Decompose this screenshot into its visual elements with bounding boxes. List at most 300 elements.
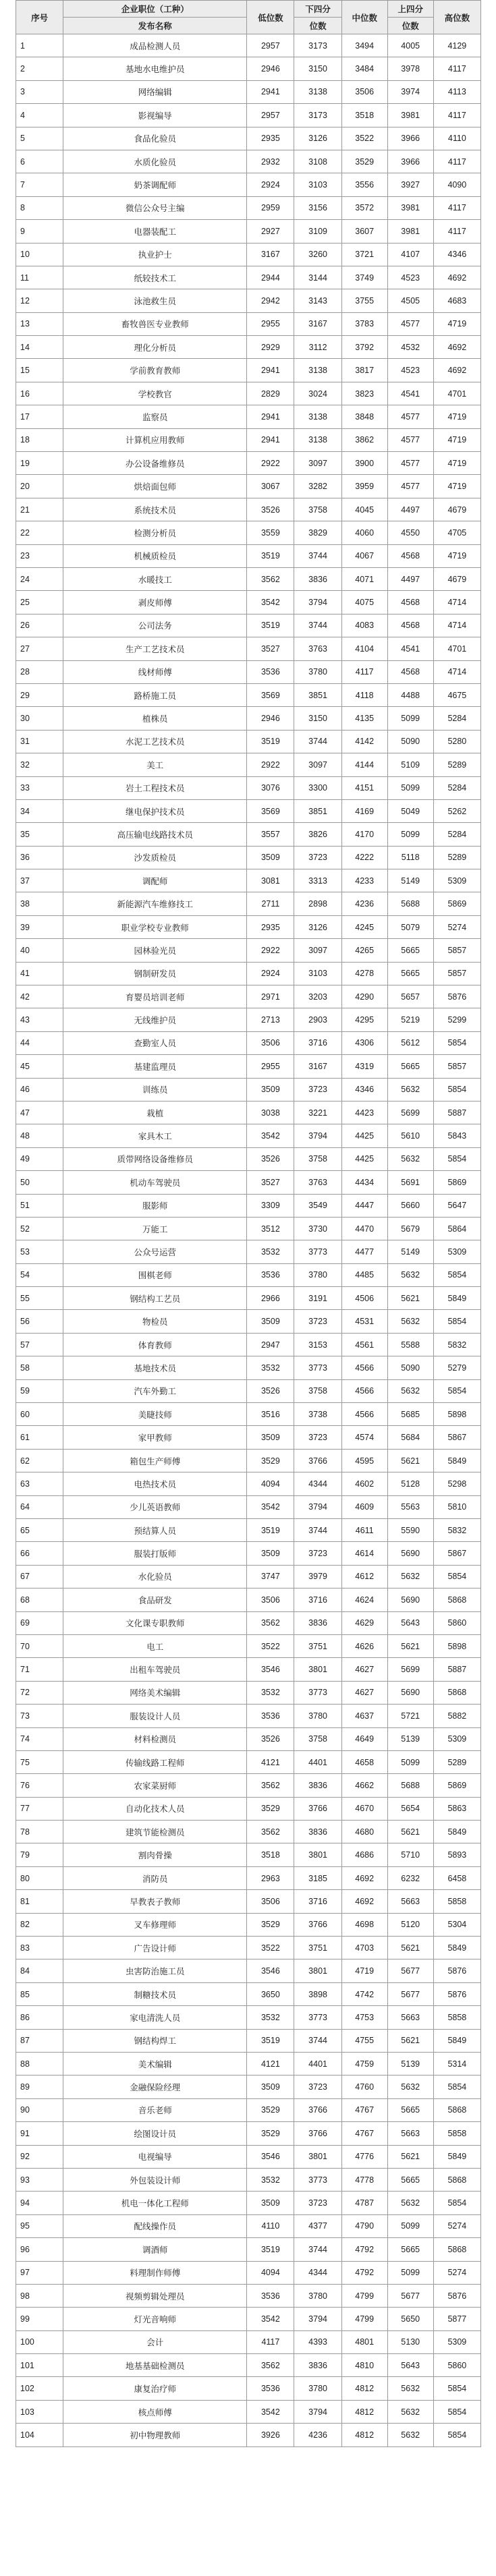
job-title: 消防员 [63,1866,247,1889]
row-index: 20 [16,475,63,498]
p75-value: 5099 [387,823,433,846]
low-value: 3650 [247,1982,294,2005]
job-title: 农家菜厨师 [63,1774,247,1797]
row-index: 61 [16,1426,63,1449]
table-row [16,869,481,892]
row-index: 58 [16,1356,63,1379]
row-index: 91 [16,2122,63,2145]
job-title: 网络美术编辑 [63,1681,247,1704]
high-value: 5887 [433,1101,480,1124]
p75-value: 4107 [387,243,433,266]
p25-value: 3126 [294,127,341,150]
p75-value: 5149 [387,869,433,892]
low-value: 3518 [247,1843,294,1866]
table-row [16,1588,481,1611]
p75-value: 4568 [387,591,433,614]
job-title: 沙发质检员 [63,846,247,869]
job-title: 生产工艺技术员 [63,637,247,660]
p25-value: 3126 [294,915,341,938]
p25-value: 3773 [294,1356,341,1379]
high-value: 4719 [433,452,480,475]
high-value: 5863 [433,1797,480,1820]
high-value: 4705 [433,521,480,544]
job-title: 食品化验员 [63,127,247,150]
median-value: 4742 [341,1982,387,2005]
job-title: 质带网络设备维修员 [63,1147,247,1170]
row-index: 2 [16,57,63,80]
job-title: 家甲教师 [63,1426,247,1449]
p25-value: 3153 [294,1333,341,1356]
p25-value: 3898 [294,1982,341,2005]
median-value: 4662 [341,1774,387,1797]
row-index: 25 [16,591,63,614]
job-title: 外包装设计师 [63,2168,247,2191]
p75-value: 4523 [387,359,433,382]
p25-value: 3773 [294,2006,341,2029]
p25-value: 3723 [294,1426,341,1449]
p75-value: 5677 [387,1982,433,2005]
table-row [16,1937,481,1959]
table-row [16,2122,481,2145]
median-value: 4703 [341,1937,387,1959]
p25-value: 2903 [294,1008,341,1031]
table-row [16,1843,481,1866]
median-value: 3755 [341,289,387,312]
high-value: 5864 [433,1217,480,1240]
p75-value: 5665 [387,2238,433,2261]
median-value: 3900 [341,452,387,475]
high-value: 4692 [433,359,480,382]
table-row [16,2400,481,2423]
p25-value: 3723 [294,2076,341,2098]
median-value: 4574 [341,1426,387,1449]
low-value: 3516 [247,1403,294,1426]
table-row [16,1495,481,1518]
table-row [16,1565,481,1588]
table-row [16,220,481,243]
high-value: 5869 [433,1171,480,1194]
median-value: 4810 [341,2354,387,2377]
low-value: 3557 [247,823,294,846]
p25-value: 3766 [294,2122,341,2145]
high-value: 5274 [433,915,480,938]
p75-value: 4550 [387,521,433,544]
row-index: 19 [16,452,63,475]
header-low: 低位数 [247,1,294,34]
table-row [16,1681,481,1704]
row-index: 94 [16,2192,63,2214]
p75-value: 5677 [387,1959,433,1982]
table-row [16,382,481,405]
table-row [16,799,481,822]
job-title: 学前教育教师 [63,359,247,382]
table-row [16,428,481,451]
high-value: 5868 [433,1588,480,1611]
high-value: 5280 [433,730,480,753]
job-title: 烘焙面包师 [63,475,247,498]
low-value: 2946 [247,707,294,730]
job-title: 剥皮师傅 [63,591,247,614]
high-value: 5854 [433,1147,480,1170]
low-value: 3536 [247,1263,294,1286]
row-index: 79 [16,1843,63,1866]
p75-value: 5690 [387,1542,433,1565]
table-row [16,80,481,103]
median-value: 4071 [341,567,387,590]
job-title: 汽车外勤工 [63,1379,247,1402]
low-value: 3527 [247,637,294,660]
row-index: 62 [16,1449,63,1472]
low-value: 2922 [247,753,294,776]
job-title: 水化验员 [63,1565,247,1588]
p25-value: 3780 [294,1705,341,1727]
table-row [16,2377,481,2400]
low-value: 4117 [247,2330,294,2353]
high-value: 4719 [433,428,480,451]
p75-value: 6232 [387,1866,433,1889]
p75-value: 5632 [387,1147,433,1170]
job-title: 纸较技术工 [63,266,247,289]
row-index: 73 [16,1705,63,1727]
low-value: 2922 [247,939,294,962]
low-value: 3546 [247,1658,294,1681]
median-value: 3848 [341,405,387,428]
low-value: 3532 [247,2168,294,2191]
p25-value: 3773 [294,1240,341,1263]
p75-value: 3927 [387,173,433,196]
high-value: 5843 [433,1124,480,1147]
p75-value: 5710 [387,1843,433,1866]
median-value: 4698 [341,1913,387,1936]
row-index: 48 [16,1124,63,1147]
p75-value: 5149 [387,1240,433,1263]
p25-value: 3836 [294,567,341,590]
high-value: 5854 [433,1078,480,1101]
p75-value: 5665 [387,2098,433,2121]
table-row [16,1705,481,1727]
table-row [16,1356,481,1379]
high-value: 4692 [433,266,480,289]
high-value: 5849 [433,1449,480,1472]
p75-value: 5699 [387,1658,433,1681]
row-index: 68 [16,1588,63,1611]
high-value: 5810 [433,1495,480,1518]
high-value: 4117 [433,220,480,243]
median-value: 4506 [341,1287,387,1310]
high-value: 5869 [433,892,480,915]
p75-value: 4497 [387,567,433,590]
low-value: 3536 [247,2284,294,2307]
row-index: 38 [16,892,63,915]
p25-value: 3766 [294,1797,341,1820]
job-title: 视频剪辑处理员 [63,2284,247,2307]
table-row [16,730,481,753]
p75-value: 4577 [387,475,433,498]
low-value: 3542 [247,2308,294,2330]
table-row [16,1913,481,1936]
table-row [16,1750,481,1773]
median-value: 4767 [341,2098,387,2121]
job-title: 自动化技术人员 [63,1797,247,1820]
high-value: 5876 [433,2284,480,2307]
job-title: 电工 [63,1634,247,1657]
p75-value: 4568 [387,544,433,567]
table-row [16,1658,481,1681]
job-title: 基地水电维护员 [63,57,247,80]
median-value: 4346 [341,1078,387,1101]
p25-value: 3024 [294,382,341,405]
p25-value: 3221 [294,1101,341,1124]
high-value: 5857 [433,962,480,985]
p25-value: 3836 [294,2354,341,2377]
table-row [16,452,481,475]
row-index: 33 [16,776,63,799]
high-value: 5298 [433,1472,480,1495]
high-value: 4117 [433,150,480,173]
row-index: 41 [16,962,63,985]
p25-value: 3300 [294,776,341,799]
job-title: 机械质检员 [63,544,247,567]
table-row [16,846,481,869]
job-title: 核点师傅 [63,2400,247,2423]
table-row [16,1542,481,1565]
job-title: 公司法务 [63,614,247,637]
median-value: 4609 [341,1495,387,1518]
row-index: 64 [16,1495,63,1518]
p75-value: 5690 [387,1681,433,1704]
p25-value: 3144 [294,266,341,289]
median-value: 3529 [341,150,387,173]
job-title: 检测分析员 [63,521,247,544]
median-value: 3556 [341,173,387,196]
median-value: 4485 [341,1263,387,1286]
high-value: 5832 [433,1333,480,1356]
header-p75-line1: 上四分 [387,1,433,18]
job-title: 机动车驾驶员 [63,1171,247,1194]
median-value: 4792 [341,2261,387,2284]
p75-value: 5721 [387,1705,433,1727]
row-index: 90 [16,2098,63,2121]
high-value: 4117 [433,104,480,127]
median-value: 4602 [341,1472,387,1495]
median-value: 4692 [341,1866,387,1889]
header-job-line2: 发布名称 [63,18,247,34]
p25-value: 3173 [294,104,341,127]
table-row [16,1727,481,1750]
median-value: 4434 [341,1171,387,1194]
p25-value: 3150 [294,57,341,80]
low-value: 2963 [247,1866,294,1889]
low-value: 3509 [247,1426,294,1449]
p75-value: 5621 [387,1937,433,1959]
low-value: 4094 [247,2261,294,2284]
high-value: 6458 [433,1866,480,1889]
job-title: 水泥工艺技术员 [63,730,247,753]
median-value: 4169 [341,799,387,822]
high-value: 4714 [433,614,480,637]
median-value: 4799 [341,2284,387,2307]
row-index: 54 [16,1263,63,1286]
p75-value: 5657 [387,985,433,1008]
row-index: 13 [16,312,63,335]
median-value: 4680 [341,1821,387,1843]
p25-value: 3103 [294,962,341,985]
job-title: 训练员 [63,1078,247,1101]
low-value: 2955 [247,312,294,335]
low-value: 3529 [247,1797,294,1820]
low-value: 4094 [247,1472,294,1495]
p25-value: 3794 [294,1124,341,1147]
p25-value: 3773 [294,2168,341,2191]
p25-value: 3851 [294,683,341,706]
p75-value: 4577 [387,405,433,428]
table-row [16,614,481,637]
job-title: 电热技术员 [63,1472,247,1495]
row-index: 18 [16,428,63,451]
table-row [16,892,481,915]
low-value: 2924 [247,173,294,196]
table-row [16,1797,481,1820]
median-value: 4447 [341,1194,387,1217]
low-value: 2941 [247,428,294,451]
job-title: 材料检测员 [63,1727,247,1750]
job-title: 水质化验员 [63,150,247,173]
median-value: 4278 [341,962,387,985]
median-value: 4778 [341,2168,387,2191]
table-row [16,567,481,590]
high-value: 4683 [433,289,480,312]
job-title: 割肉骨操 [63,1843,247,1866]
p75-value: 5118 [387,846,433,869]
p75-value: 4577 [387,312,433,335]
low-value: 3532 [247,1240,294,1263]
p25-value: 3766 [294,2098,341,2121]
median-value: 4233 [341,869,387,892]
median-value: 4753 [341,2006,387,2029]
high-value: 5309 [433,1727,480,1750]
row-index: 100 [16,2330,63,2353]
row-index: 92 [16,2145,63,2168]
table-row [16,266,481,289]
high-value: 4692 [433,336,480,359]
p75-value: 4577 [387,452,433,475]
table-row [16,150,481,173]
p25-value: 3758 [294,1727,341,1750]
low-value: 2966 [247,1287,294,1310]
p25-value: 3138 [294,428,341,451]
p25-value: 3794 [294,2308,341,2330]
p75-value: 5139 [387,1727,433,1750]
p25-value: 3794 [294,1495,341,1518]
job-title: 执业护士 [63,243,247,266]
p25-value: 3716 [294,1588,341,1611]
job-title: 育婴员培训老师 [63,985,247,1008]
median-value: 4612 [341,1565,387,1588]
job-title: 继电保护技术员 [63,799,247,822]
table-body [16,34,481,2447]
header-index: 序号 [16,1,63,34]
p75-value: 5632 [387,1379,433,1402]
row-index: 72 [16,1681,63,1704]
job-title: 钢结构工艺员 [63,1287,247,1310]
row-index: 65 [16,1519,63,1542]
median-value: 4531 [341,1310,387,1333]
job-title: 系统技术员 [63,498,247,521]
p25-value: 3979 [294,1565,341,1588]
median-value: 4595 [341,1449,387,1472]
p75-value: 4505 [387,289,433,312]
p75-value: 5632 [387,2424,433,2446]
low-value: 2957 [247,104,294,127]
p75-value: 5684 [387,1426,433,1449]
row-index: 28 [16,660,63,683]
low-value: 3509 [247,2076,294,2098]
table-row [16,104,481,127]
median-value: 4117 [341,660,387,683]
job-title: 泳池救生员 [63,289,247,312]
row-index: 1 [16,34,63,57]
high-value: 5274 [433,2261,480,2284]
table-row [16,1124,481,1147]
row-index: 7 [16,173,63,196]
job-title: 围棋老师 [63,1263,247,1286]
table-row [16,1078,481,1101]
row-index: 47 [16,1101,63,1124]
median-value: 4626 [341,1634,387,1657]
p25-value: 3185 [294,1866,341,1889]
job-title: 万能工 [63,1217,247,1240]
high-value: 5876 [433,985,480,1008]
high-value: 5304 [433,1913,480,1936]
p25-value: 3716 [294,1890,341,1913]
row-index: 24 [16,567,63,590]
high-value: 4714 [433,591,480,614]
row-index: 66 [16,1542,63,1565]
p25-value: 3167 [294,1055,341,1078]
table-row [16,1287,481,1310]
p75-value: 3981 [387,104,433,127]
median-value: 3783 [341,312,387,335]
table-row [16,2238,481,2261]
p25-value: 3191 [294,1287,341,1310]
p75-value: 5079 [387,915,433,938]
median-value: 4236 [341,892,387,915]
table-row [16,2308,481,2330]
high-value: 5898 [433,1403,480,1426]
p75-value: 5563 [387,1495,433,1518]
low-value: 3506 [247,1588,294,1611]
low-value: 4121 [247,2052,294,2075]
table-row [16,2168,481,2191]
high-value: 5860 [433,1611,480,1634]
high-value: 5262 [433,799,480,822]
high-value: 4714 [433,660,480,683]
table-row [16,2261,481,2284]
p75-value: 5688 [387,892,433,915]
row-index: 71 [16,1658,63,1681]
high-value: 4110 [433,127,480,150]
high-value: 5854 [433,2424,480,2446]
high-value: 4719 [433,475,480,498]
table-row [16,127,481,150]
row-index: 14 [16,336,63,359]
high-value: 5289 [433,846,480,869]
table-row [16,2098,481,2121]
median-value: 4719 [341,1959,387,1982]
job-title: 水暖技工 [63,567,247,590]
p25-value: 3794 [294,2400,341,2423]
high-value: 5898 [433,1634,480,1657]
